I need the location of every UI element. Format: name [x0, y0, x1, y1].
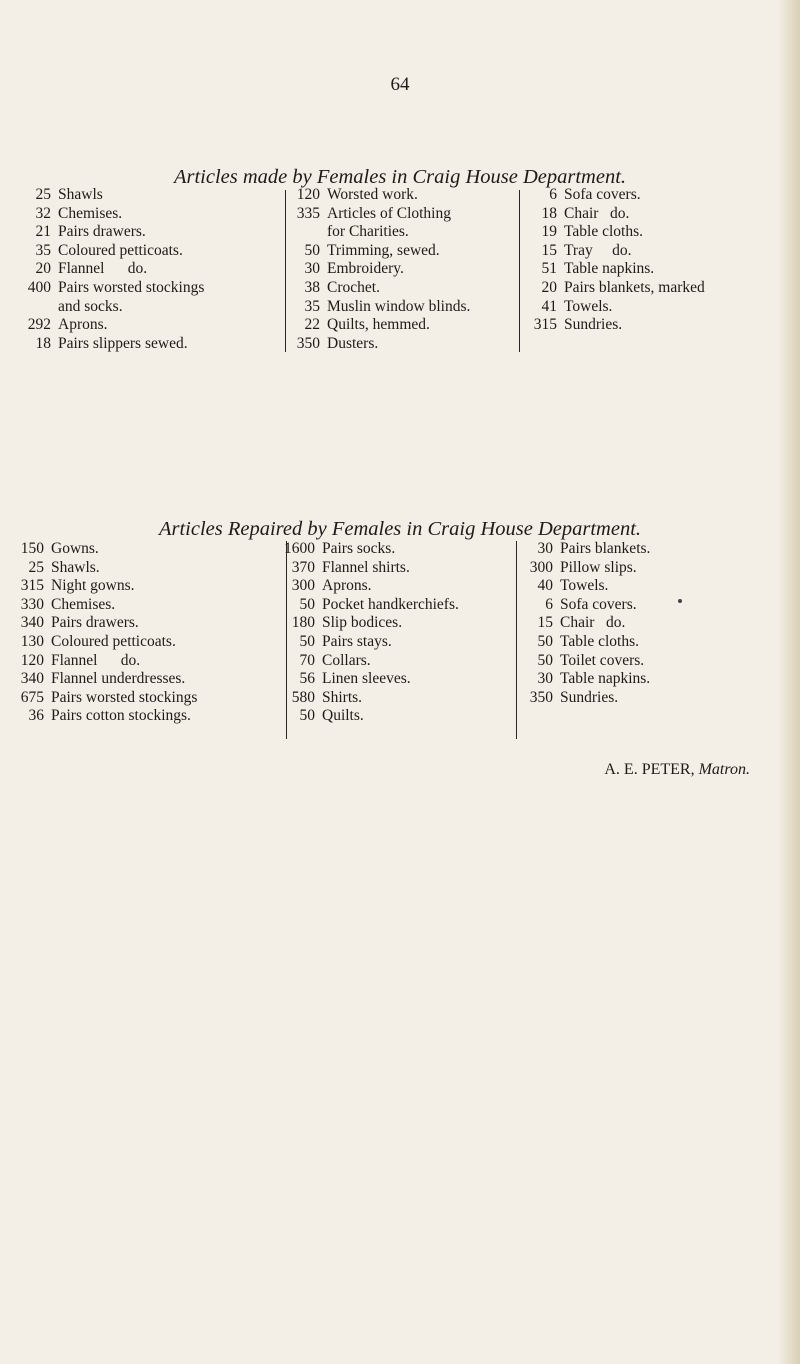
item-description: Articles of Clothing: [327, 204, 451, 222]
item-quantity: 340: [20, 614, 44, 632]
item-quantity: 40: [537, 577, 553, 595]
item-quantity: 335: [296, 204, 320, 222]
item-description: Coloured petticoats.: [51, 632, 176, 650]
item-quantity: [289, 223, 327, 242]
list-item: [284, 614, 459, 633]
item-quantity: 20: [541, 278, 557, 296]
item-description: Sundries.: [560, 688, 619, 706]
list-item: [522, 577, 650, 596]
item-quantity: 30: [537, 540, 553, 557]
signature-name: A. E. PETER,: [604, 761, 695, 778]
item-quantity: 6: [545, 595, 553, 613]
item-description: Table napkins.: [564, 260, 655, 278]
item-description: Pairs slippers sewed.: [58, 334, 188, 352]
made-section-title: Articles made by Females in Craig House Department.: [173, 166, 627, 188]
item-description: Pocket handkerchiefs.: [322, 595, 459, 613]
signature-title: Matron.: [698, 761, 750, 778]
list-item: [284, 652, 459, 671]
list-item: [284, 689, 459, 708]
item-description: Pillow slips.: [560, 558, 637, 576]
item-quantity: 50: [537, 651, 553, 669]
list-item: [522, 614, 650, 633]
item-quantity: 22: [304, 316, 320, 334]
item-quantity: 150: [20, 540, 44, 557]
item-quantity: 50: [537, 632, 553, 650]
item-quantity: 350: [529, 688, 553, 706]
list-item: [526, 242, 705, 261]
list-item: [522, 633, 650, 652]
list-item: [13, 652, 197, 671]
page-edge-shadow: [778, 0, 800, 1364]
list-item: [20, 260, 204, 279]
item-quantity: 15: [541, 241, 557, 259]
item-description: Slip bodices.: [322, 614, 403, 632]
list-item: [20, 242, 204, 261]
item-quantity: 30: [304, 260, 320, 278]
item-description: Towels.: [564, 297, 613, 315]
list-item: [522, 559, 650, 578]
list-item: [20, 205, 204, 224]
list-item: [522, 652, 650, 671]
list-item: [289, 186, 470, 205]
repaired-column-2: [284, 540, 459, 726]
item-description: Toilet covers.: [560, 651, 645, 669]
list-item: [522, 689, 650, 708]
item-quantity: 6: [549, 186, 557, 203]
item-quantity: 315: [533, 316, 557, 334]
item-description: Muslin window blinds.: [327, 297, 471, 315]
item-quantity: 50: [299, 707, 315, 725]
list-item: [289, 279, 470, 298]
list-item: [20, 279, 204, 298]
item-quantity: 30: [537, 670, 553, 688]
item-quantity: 340: [20, 670, 44, 688]
item-description: Sundries.: [564, 316, 623, 334]
item-quantity: 19: [541, 223, 557, 241]
list-item: [20, 298, 204, 317]
page-number: 64: [390, 74, 410, 95]
item-description: Linen sleeves.: [322, 670, 411, 688]
made-column-1: [20, 186, 204, 353]
list-item: [289, 316, 470, 335]
item-quantity: 32: [35, 204, 51, 222]
list-item: [284, 670, 459, 689]
item-description: Trimming, sewed.: [327, 241, 440, 259]
list-item: [20, 316, 204, 335]
item-description: Shawls.: [51, 558, 100, 576]
item-description: Chemises.: [51, 595, 116, 613]
item-quantity: 20: [35, 260, 51, 278]
item-quantity: 580: [291, 688, 315, 706]
item-quantity: 38: [304, 278, 320, 296]
item-description: Pairs blankets.: [560, 540, 651, 557]
item-description: Coloured petticoats.: [58, 241, 183, 259]
list-item: [522, 596, 650, 615]
item-description: Pairs cotton stockings.: [51, 707, 191, 725]
item-description: Pairs worsted stockings: [58, 278, 205, 296]
signature: [604, 761, 750, 779]
item-description: Table cloths.: [564, 223, 643, 241]
item-quantity: 370: [291, 558, 315, 576]
made-column-2: [289, 186, 470, 353]
list-item: [13, 614, 197, 633]
item-quantity: 292: [27, 316, 51, 334]
list-item: [284, 633, 459, 652]
list-item: [526, 298, 705, 317]
list-item: [526, 260, 705, 279]
item-quantity: 15: [537, 614, 553, 632]
list-item: [284, 540, 459, 559]
item-description: Chemises.: [58, 204, 123, 222]
item-quantity: 21: [35, 223, 51, 241]
item-description: Table cloths.: [560, 632, 639, 650]
made-column-3: [526, 186, 705, 335]
item-description: Towels.: [560, 577, 609, 595]
list-item: [526, 223, 705, 242]
item-description: Shawls: [58, 186, 103, 203]
item-description: Shirts.: [322, 688, 363, 706]
item-description: Table napkins.: [560, 670, 651, 688]
item-description: Worsted work.: [327, 186, 418, 203]
item-description: for Charities.: [327, 223, 409, 241]
list-item: [526, 186, 705, 205]
item-description: Quilts, hemmed.: [327, 316, 430, 334]
item-quantity: 315: [20, 577, 44, 595]
made-column-divider-1: [285, 190, 286, 352]
list-item: [13, 577, 197, 596]
item-quantity: 25: [28, 558, 44, 576]
item-quantity: 56: [299, 670, 315, 688]
item-quantity: 120: [20, 651, 44, 669]
list-item: [284, 596, 459, 615]
list-item: [522, 670, 650, 689]
repaired-section-title: Articles Repaired by Females in Craig House Department.: [158, 518, 642, 540]
item-quantity: 70: [299, 651, 315, 669]
list-item: [20, 223, 204, 242]
item-description: Pairs drawers.: [51, 614, 139, 632]
item-description: and socks.: [58, 297, 123, 315]
item-description: Flannel shirts.: [322, 558, 410, 576]
item-quantity: 36: [28, 707, 44, 725]
list-item: [13, 633, 197, 652]
item-description: Pairs socks.: [322, 540, 396, 557]
list-item: [289, 335, 470, 354]
item-description: Embroidery.: [327, 260, 404, 278]
item-description: Chair do.: [560, 614, 626, 632]
repaired-column-1: [13, 540, 197, 726]
item-quantity: 35: [304, 297, 320, 315]
item-description: Tray do.: [564, 241, 632, 259]
item-quantity: [20, 298, 58, 317]
item-description: Dusters.: [327, 334, 379, 352]
item-description: Flannel do.: [51, 651, 141, 669]
item-quantity: 51: [541, 260, 557, 278]
item-description: Pairs worsted stockings: [51, 688, 198, 706]
item-quantity: 1600: [284, 540, 315, 557]
list-item: [13, 559, 197, 578]
list-item: [289, 205, 470, 224]
item-description: Sofa covers.: [560, 595, 637, 613]
list-item: [13, 540, 197, 559]
list-item: [13, 707, 197, 726]
item-quantity: 120: [296, 186, 320, 203]
item-description: Pairs drawers.: [58, 223, 146, 241]
item-quantity: 300: [291, 577, 315, 595]
item-quantity: 50: [304, 241, 320, 259]
list-item: [13, 596, 197, 615]
item-quantity: 18: [35, 334, 51, 352]
list-item: [289, 298, 470, 317]
repaired-column-3: [522, 540, 650, 707]
item-quantity: 300: [529, 558, 553, 576]
item-quantity: 18: [541, 204, 557, 222]
item-quantity: 350: [296, 334, 320, 352]
item-description: Flannel underdresses.: [51, 670, 186, 688]
list-item: [20, 186, 204, 205]
item-description: Aprons.: [322, 577, 372, 595]
list-item: [526, 316, 705, 335]
ink-speck: [678, 599, 682, 603]
item-quantity: 130: [20, 632, 44, 650]
item-description: Night gowns.: [51, 577, 135, 595]
item-description: Flannel do.: [58, 260, 148, 278]
list-item: [289, 242, 470, 261]
repaired-column-divider-2: [516, 541, 517, 739]
list-item: [284, 707, 459, 726]
item-quantity: 675: [20, 688, 44, 706]
item-quantity: 180: [291, 614, 315, 632]
list-item: [522, 540, 650, 559]
made-column-divider-2: [519, 190, 520, 352]
list-item: [526, 205, 705, 224]
list-item: [289, 260, 470, 279]
item-description: Pairs stays.: [322, 632, 392, 650]
item-quantity: 25: [35, 186, 51, 203]
list-item: [284, 577, 459, 596]
item-quantity: 400: [27, 278, 51, 296]
item-quantity: 330: [20, 595, 44, 613]
item-quantity: 35: [35, 241, 51, 259]
list-item: [284, 559, 459, 578]
item-description: Chair do.: [564, 204, 630, 222]
item-description: Aprons.: [58, 316, 108, 334]
list-item: [526, 279, 705, 298]
list-item: [289, 223, 470, 242]
list-item: [13, 689, 197, 708]
item-quantity: 50: [299, 632, 315, 650]
list-item: [20, 335, 204, 354]
list-item: [13, 670, 197, 689]
item-description: Gowns.: [51, 540, 99, 557]
item-description: Crochet.: [327, 278, 380, 296]
item-description: Pairs blankets, marked: [564, 278, 705, 296]
item-description: Collars.: [322, 651, 371, 669]
item-description: Sofa covers.: [564, 186, 641, 203]
item-quantity: 41: [541, 297, 557, 315]
item-quantity: 50: [299, 595, 315, 613]
item-description: Quilts.: [322, 707, 364, 725]
